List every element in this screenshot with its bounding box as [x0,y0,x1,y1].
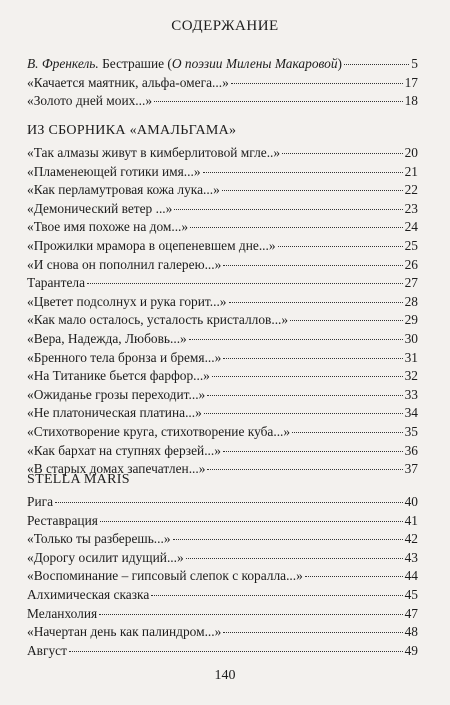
toc-entry-page: 5 [411,56,418,71]
toc-entry-title: В. Френкель. Бестрашие (О поэзии Милены Макаровой) [27,56,343,71]
toc-entry [27,200,418,219]
toc-entry [27,163,418,182]
toc-entry [27,442,418,461]
toc-entry-page: 30 [404,330,418,346]
leader-dots [87,282,403,284]
leader-dots [204,412,403,414]
toc-entry [27,274,418,293]
toc-entry [27,330,418,349]
section-heading: ИЗ СБОРНИКА «АМАЛЬГАМА» [27,123,237,138]
leader-dots [305,575,403,577]
toc-entry-page: 20 [404,145,418,160]
toc-entry-page: 35 [404,423,418,439]
leader-dots [292,431,403,433]
toc-entry [27,404,418,423]
leader-dots [222,189,403,191]
toc-entry [27,493,418,512]
leader-dots [69,650,403,652]
toc-entry [27,311,418,330]
leader-dots [223,631,402,633]
leader-dots [189,338,403,340]
toc-entry [27,55,418,74]
toc-entry-page: 34 [404,405,418,421]
toc-entry-page: 32 [404,368,418,384]
toc-entry-title: «Не платоническая платина...» [27,405,202,421]
toc-entry-title: «Твое имя похоже на дом...» [27,219,189,235]
leader-dots [100,520,403,522]
toc-entry-page: 17 [404,74,418,90]
leader-dots [212,375,403,377]
toc-entry [27,181,418,200]
toc-entry-title: «Дорогу осилит идущий...» [27,549,184,565]
leader-dots [223,450,403,452]
toc-entry-title: «Цветет подсолнух и рука горит...» [27,293,227,309]
toc-entry [27,367,418,386]
leader-dots [207,394,402,396]
toc-entry-title: «Как мало осталось, усталость кристаллов...» [27,312,289,328]
toc-entry-title: «Вера, Надежда, Любовь...» [27,330,187,346]
leader-dots [223,264,402,266]
toc-entry [27,586,418,605]
toc-entry-page: 45 [404,586,418,602]
toc-entry [27,549,418,568]
toc-entry-page: 44 [404,568,418,584]
leader-dots [290,319,403,321]
toc-entry-title: «В старых домах запечатлен...» [27,461,206,477]
toc-entry-title: Реставрация [27,512,98,528]
toc-entry [27,256,418,275]
toc-entry-title: «Как бархат на ступнях ферзей...» [27,442,221,458]
toc-entry-title: «Ожиданье грозы переходит...» [27,386,206,402]
toc-entry-page: 49 [404,642,418,658]
toc-entry [27,605,418,624]
toc-entry-page: 47 [404,605,418,621]
section-entries [27,493,418,660]
leader-dots [278,245,403,247]
leader-dots [203,171,403,173]
toc-entry-title: «Демонический ветер ...» [27,200,173,216]
toc-entry-title: Алхимическая сказка [27,586,150,602]
toc-entry-title: «И снова он пополнил галерею...» [27,256,222,272]
toc-entry [27,386,418,405]
leader-dots [190,226,403,228]
toc-entry [27,623,418,642]
toc-entry-title: «Так алмазы живут в кимберлитовой мгле..» [27,145,281,160]
leader-dots [207,468,402,470]
leader-dots [229,301,403,303]
toc-entry-page: 21 [404,163,418,179]
leader-dots [223,357,402,359]
toc-entry [27,74,418,93]
toc-entry-title: «На Титанике бьется фарфор...» [27,368,210,384]
leader-dots [99,613,402,615]
section-stella-maris [27,471,418,660]
toc-entry-page: 23 [404,200,418,216]
toc-entry-page: 43 [404,549,418,565]
leader-dots [174,208,402,210]
toc-entry-page: 27 [404,275,418,291]
toc-entry-title: «Только ты разберешь...» [27,531,171,547]
toc-entry-title: Август [27,642,67,658]
toc-entry-page: 22 [404,182,418,198]
toc-entry-page: 33 [404,386,418,402]
section-amalgama [27,122,418,479]
toc-entry [27,423,418,442]
toc-entry [27,642,418,661]
toc-entry [27,530,418,549]
toc-entry [27,92,418,111]
toc-entry-title: «Воспоминание – гипсовый слепок с коралла...» [27,568,303,584]
toc-entry-title: «Золото дней моих...» [27,93,153,109]
toc-entry-page: 18 [404,93,418,109]
toc-entry-page: 25 [404,237,418,253]
leader-dots [55,501,403,503]
toc-entry-title: «Пламенеющей готики имя...» [27,163,201,179]
toc-entry [27,349,418,368]
leader-dots [151,594,402,596]
leader-dots [282,152,403,154]
toc-entry-page: 36 [404,442,418,458]
leader-dots [231,82,403,84]
toc-entry-title: «Как перламутровая кожа лука...» [27,182,220,198]
toc-entry-title: «Качается маятник, альфа-омега...» [27,74,229,90]
leader-dots [173,538,403,540]
toc-entry-title: Меланхолия [27,605,98,621]
section-heading: STELLA MARIS [27,472,130,487]
toc-entry [27,512,418,531]
toc-entry [27,237,418,256]
toc-entry-page: 41 [404,512,418,528]
toc-entry-page: 40 [404,494,418,509]
section-entries [27,144,418,479]
toc-entry [27,144,418,163]
toc-entry-page: 37 [404,461,418,477]
leader-dots [154,100,403,102]
toc-entry-title: «Бренного тела бронза и бремя...» [27,349,222,365]
page-number: 140 [214,668,236,683]
toc-entry-page: 29 [404,312,418,328]
toc-entry [27,293,418,312]
intro-list [27,55,418,111]
toc-entry-title: «Прожилки мрамора в оцепеневшем дне...» [27,237,276,253]
toc-entry-page: 24 [404,219,418,235]
contents-title: СОДЕРЖАНИЕ [171,18,279,34]
leader-dots [344,63,409,65]
leader-dots [186,557,403,559]
toc-entry-page: 42 [404,531,418,547]
toc-entry-page: 26 [404,256,418,272]
toc-entry-title: «Начертан день как палиндром...» [27,624,222,640]
toc-entry-title: «Стихотворение круга, стихотворение куба...» [27,423,291,439]
toc-entry [27,218,418,237]
toc-entry-page: 48 [404,624,418,640]
toc-entry-page: 28 [404,293,418,309]
toc-entry-title: Тарантела [27,275,86,291]
toc-entry-page: 31 [404,349,418,365]
toc-entry [27,567,418,586]
toc-entry-title: Рига [27,494,54,509]
